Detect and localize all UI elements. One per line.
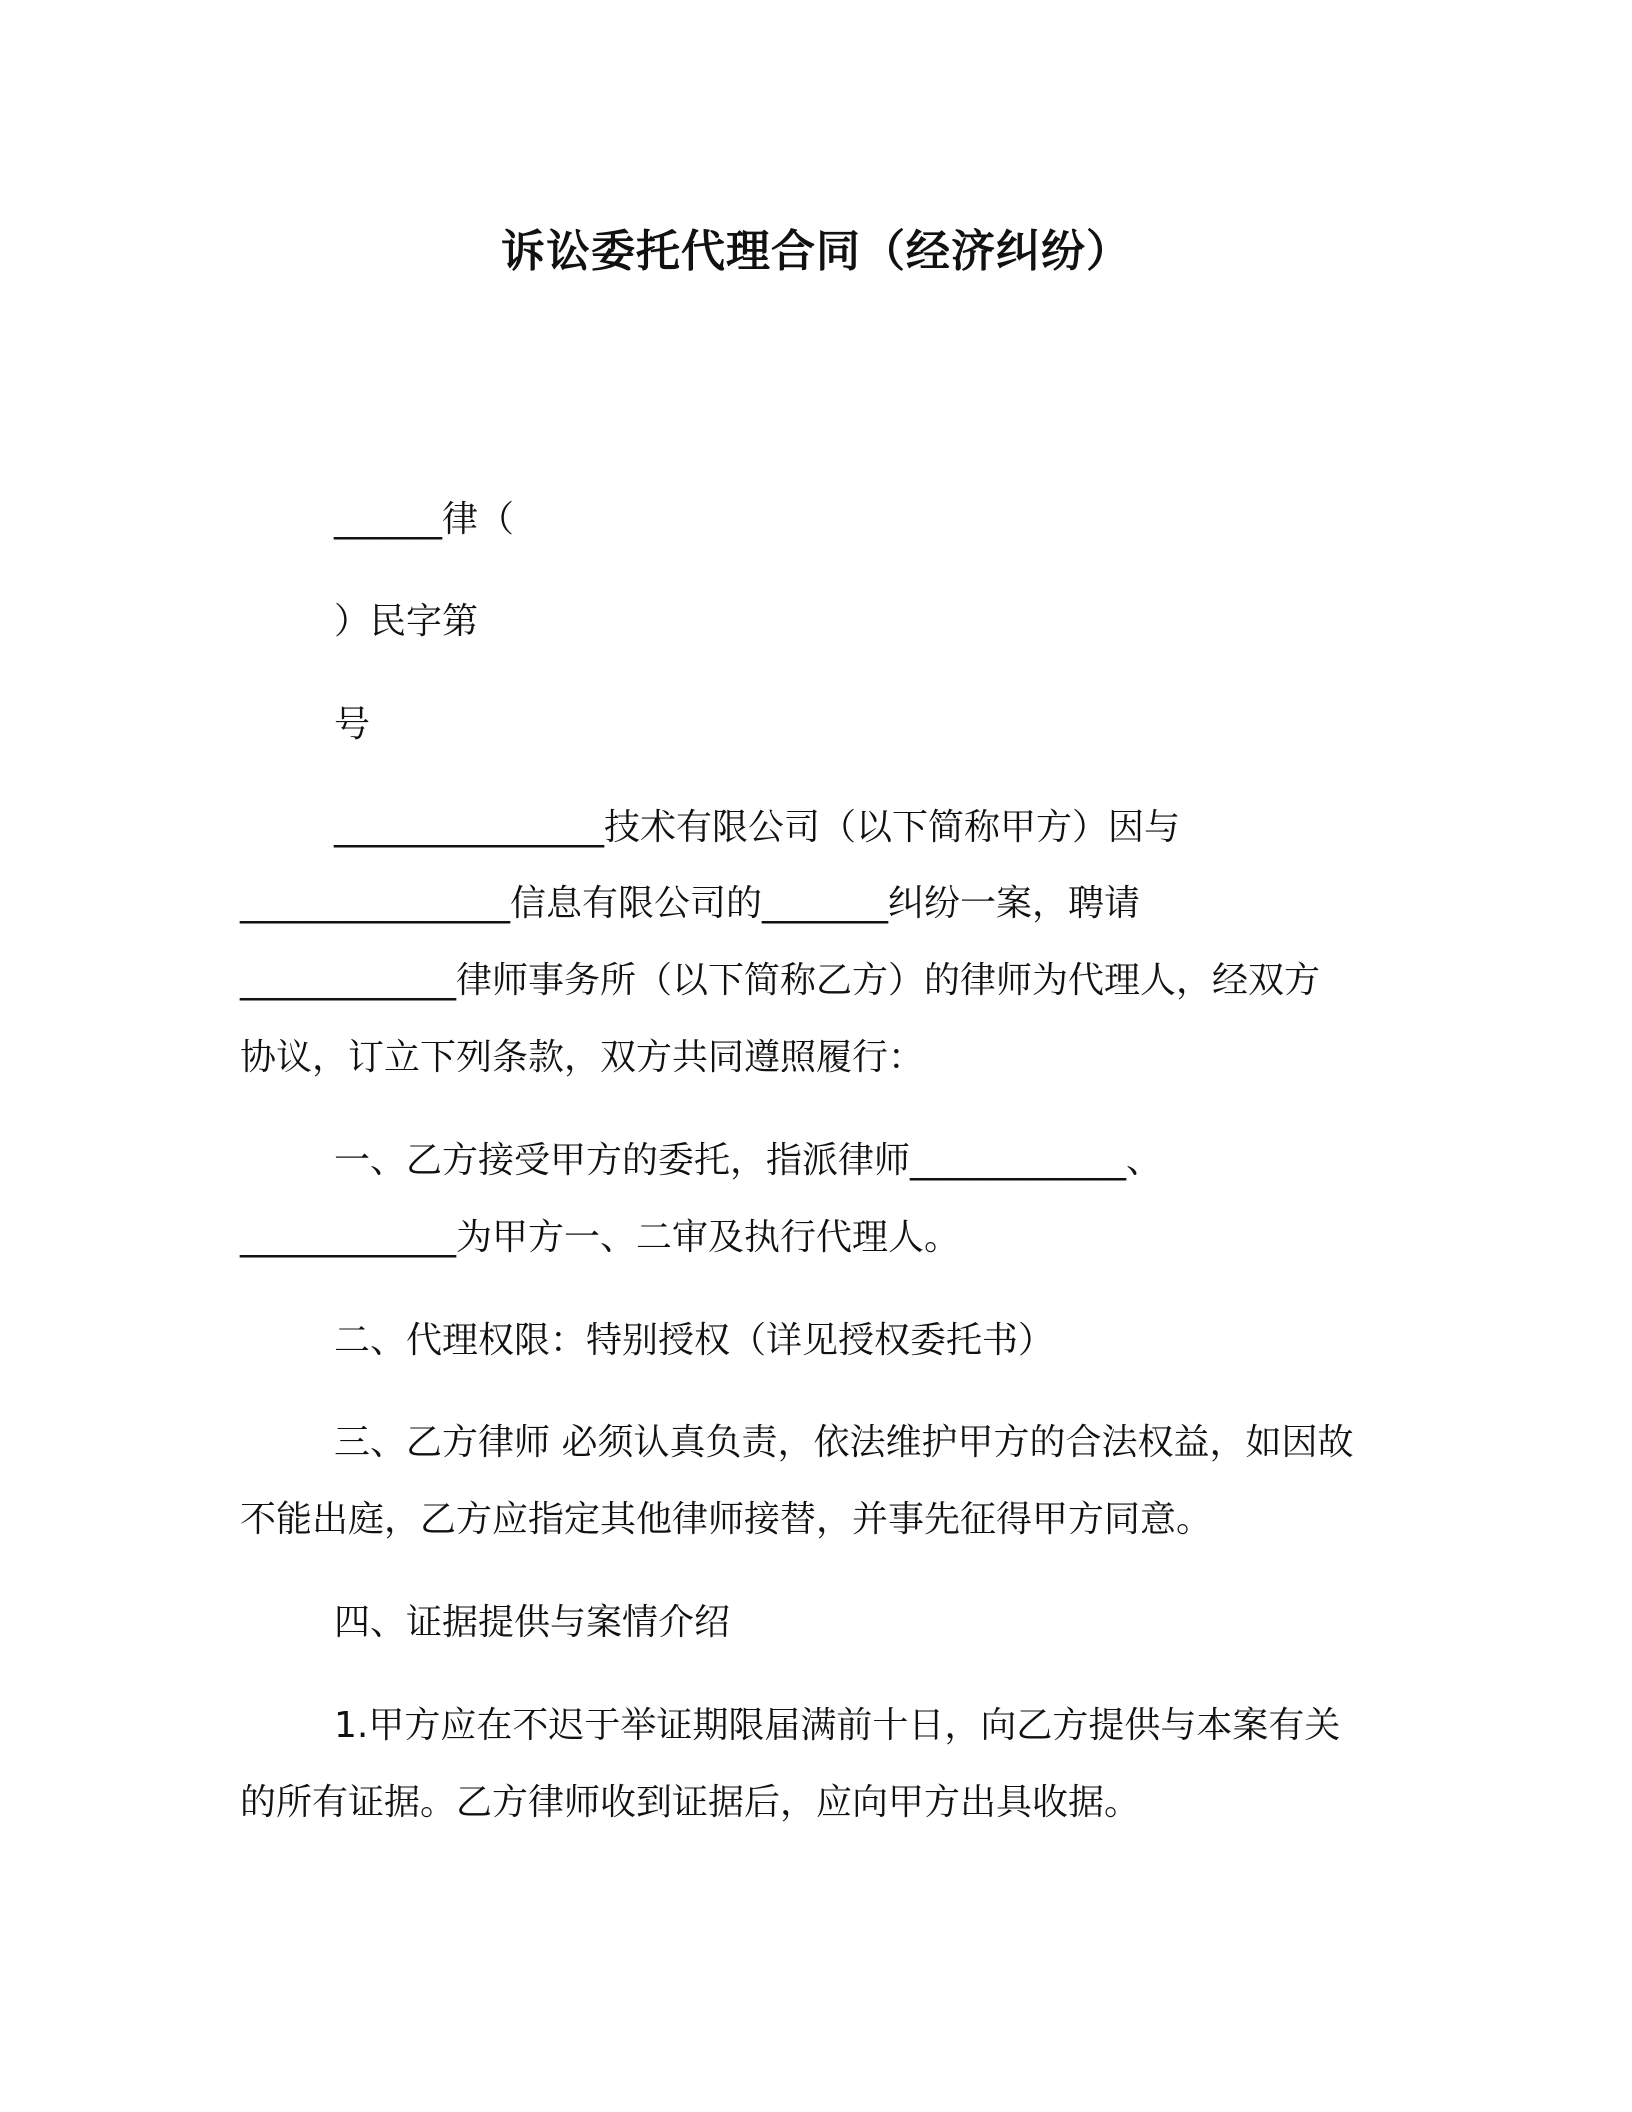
preamble-line-4: 协议，订立下列条款，双方共同遵照履行： xyxy=(240,1037,925,1078)
clause-4-1-line-1: 1.甲方应在不迟于举证期限届满前十日，向乙方提供与本案有关 xyxy=(334,1705,1341,1746)
clause-4-1-line-2: 的所有证据。乙方律师收到证据后，应向甲方出具收据。 xyxy=(240,1782,1141,1823)
clause-2: 二、代理权限：特别授权（详见授权委托书） xyxy=(334,1320,1055,1361)
clause-4-heading: 四、证据提供与案情介绍 xyxy=(334,1602,731,1643)
preamble-line-1: _______________技术有限公司（以下简称甲方）因与 xyxy=(334,807,1181,848)
header-line-number: 号 xyxy=(334,704,371,745)
preamble-line-2: _______________信息有限公司的_______纠纷一案，聘请 xyxy=(240,883,1141,924)
preamble-line-3: ____________律师事务所（以下简称乙方）的律师为代理人，经双方 xyxy=(240,960,1321,1001)
clause-1-line-1: 一、乙方接受甲方的委托，指派律师____________、 xyxy=(334,1140,1163,1181)
header-line-case-prefix: ）民字第 xyxy=(334,601,479,642)
clause-3-line-2: 不能出庭，乙方应指定其他律师接替，并事先征得甲方同意。 xyxy=(240,1499,1213,1540)
header-line-law-firm: ______律（ xyxy=(334,499,515,540)
document-title: 诉讼委托代理合同（经济纠纷） xyxy=(501,226,1131,277)
clause-1-line-2: ____________为甲方一、二审及执行代理人。 xyxy=(240,1217,961,1258)
clause-3-line-1: 三、乙方律师 必须认真负责，依法维护甲方的合法权益，如因故 xyxy=(334,1422,1354,1463)
